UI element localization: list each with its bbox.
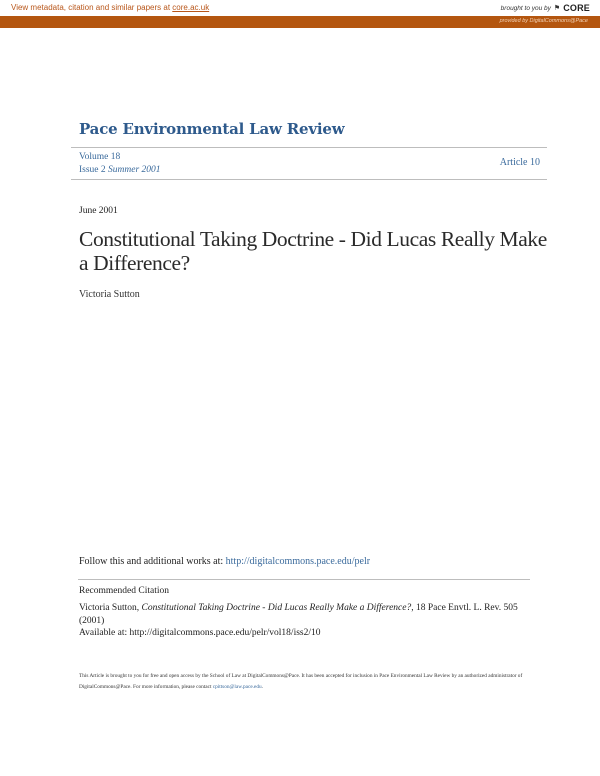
core-logo-text: CORE: [563, 3, 590, 13]
citation-text: [79, 602, 534, 640]
provided-by-text: provided by DigitalCommons@Pace: [499, 18, 588, 24]
citation-source: , 18 Pace Envtl. L. Rev. 505 (2001): [79, 603, 518, 626]
issue-label: Issue 2: [79, 165, 106, 175]
follow-line: [79, 556, 370, 567]
paper-title: Constitutional Taking Doctrine - Did Lucas Really Make a Difference?: [79, 227, 547, 275]
volume-link[interactable]: Volume 18: [79, 152, 121, 162]
brought-label: brought to you by: [500, 4, 551, 12]
core-link[interactable]: core.ac.uk: [172, 3, 210, 12]
divider: [78, 579, 530, 580]
core-banner: [0, 0, 600, 16]
follow-link[interactable]: http://digitalcommons.pace.edu/pelr: [225, 556, 371, 567]
volume-issue: [79, 151, 161, 177]
metadata-label: View metadata, citation and similar papers at: [11, 3, 173, 12]
divider: [71, 179, 547, 180]
core-logo-icon: ⚑: [553, 5, 561, 12]
access-notice: [79, 671, 539, 692]
recommended-citation-label: Recommended Citation: [79, 586, 169, 596]
notice-text: This Article is brought to you for free and open access by the School of Law at DigitalCommons@Pace. It has been accepted for inclusion in Pace Environmental Law Review by an authorized administrator of DigitalCommons@Pace. For more information, please contact: [79, 673, 523, 690]
issue-link[interactable]: [79, 164, 161, 177]
follow-label: Follow this and additional works at:: [79, 556, 226, 567]
citation-title: Constitutional Taking Doctrine - Did Lucas Really Make a Difference?: [141, 603, 412, 613]
core-metadata-text: [11, 3, 209, 12]
core-brought-by[interactable]: [501, 3, 590, 13]
journal-title[interactable]: Pace Environmental Law Review: [79, 120, 345, 138]
issue-season: Summer 2001: [108, 165, 161, 175]
notice-end: .: [261, 683, 264, 690]
citation-available: Available at: http://digitalcommons.pace.edu/pelr/vol18/iss2/10: [79, 628, 321, 638]
article-number[interactable]: Article 10: [499, 157, 540, 168]
paper-author: Victoria Sutton: [79, 289, 140, 300]
contact-email-link[interactable]: cpittson@law.pace.edu: [212, 683, 262, 690]
divider: [71, 147, 547, 148]
citation-author: Victoria Sutton,: [79, 603, 142, 613]
core-provider-bar: [0, 16, 600, 28]
publication-date: June 2001: [79, 206, 118, 216]
